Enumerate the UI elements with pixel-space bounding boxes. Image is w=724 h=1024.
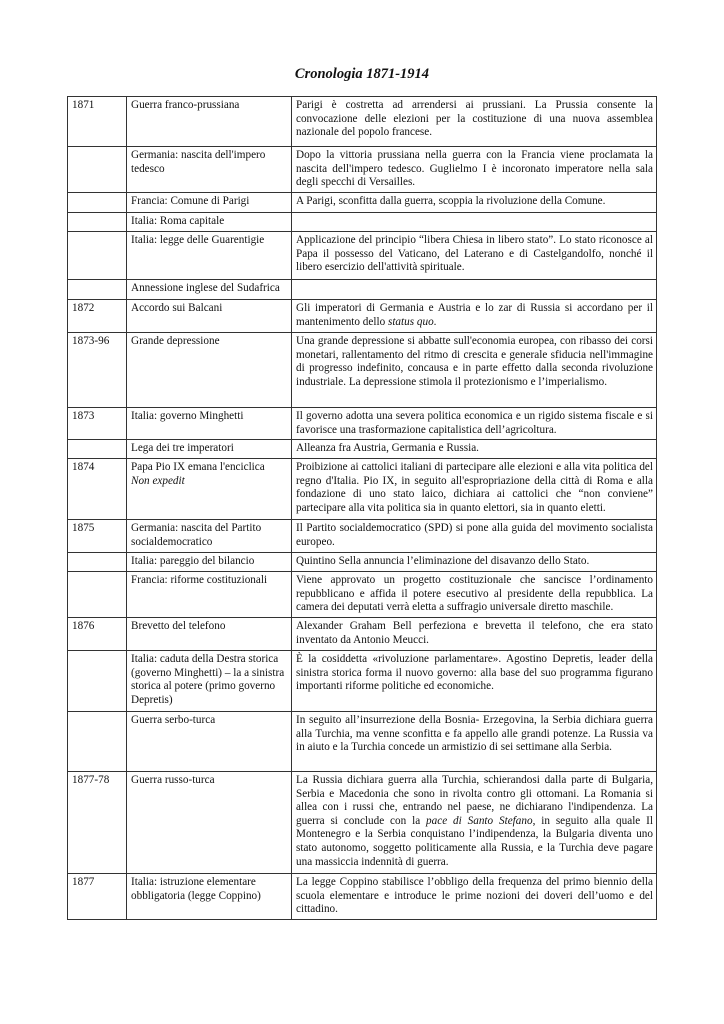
- description-cell: La legge Coppino stabilisce l’obbligo della frequenza del primo biennio della scuola elementare e introduce le prime nozioni dei doveri dell’uomo e del cittadino.: [292, 874, 657, 920]
- year-cell: [68, 213, 127, 232]
- event-cell: Italia: pareggio del bilancio: [127, 553, 292, 572]
- table-row: [68, 520, 657, 553]
- chronology-table: [67, 96, 657, 920]
- year-cell: 1872: [68, 300, 127, 333]
- table-row: [68, 553, 657, 572]
- event-cell: Germania: nascita del Partito socialdemocratico: [127, 520, 292, 553]
- event-cell: Italia: Roma capitale: [127, 213, 292, 232]
- description-cell: Applicazione del principio “libera Chiesa in libero stato”. Lo stato riconosce al Papa il possesso del Vaticano, del Laterano e di Castelgandolfo, nonché il libero esercizio dell'attività spirituale.: [292, 232, 657, 280]
- table-row: [68, 333, 657, 408]
- year-cell: [68, 232, 127, 280]
- year-cell: [68, 193, 127, 213]
- description-text: La Russia dichiara guerra alla Turchia, schierandosi dalla parte di Bulgaria, Serbia e Macedonia che sono in rivolta contro gli ottomani. La Romania si allea con i russi che, entrando nel paese, ne dichiarano l'indipendenza. La guerra si conclude con la: [296, 774, 653, 827]
- event-cell: Grande depressione: [127, 333, 292, 408]
- event-cell: Italia: caduta della Destra storica (governo Minghetti) – la a sinistra storica al potere (primo governo Depretis): [127, 651, 292, 712]
- table-row: [68, 459, 657, 520]
- event-cell: Italia: legge delle Guarentigie: [127, 232, 292, 280]
- year-cell: 1877: [68, 874, 127, 920]
- event-text: Papa Pio IX emana l'enciclica: [131, 461, 265, 473]
- table-row: [68, 440, 657, 459]
- description-cell: [292, 280, 657, 300]
- description-cell: [292, 213, 657, 232]
- table-row: [68, 712, 657, 772]
- description-cell: Proibizione ai cattolici italiani di partecipare alle elezioni e alla vita politica del regno d'Italia. Pio IX, in seguito all'espropriazione della città di Roma e alla fondazione di uno stato laico, dichiara ai cattolici che “non conviene” partecipare alla vita politica sia in quanto elettori, sia in quanto eletti.: [292, 459, 657, 520]
- event-cell: Brevetto del telefono: [127, 618, 292, 651]
- table-row: [68, 147, 657, 193]
- event-cell: Guerra russo-turca: [127, 772, 292, 874]
- year-cell: 1873-96: [68, 333, 127, 408]
- event-cell: Italia: governo Minghetti: [127, 408, 292, 440]
- year-cell: 1871: [68, 97, 127, 147]
- description-cell: Il Partito socialdemocratico (SPD) si pone alla guida del movimento socialista europeo.: [292, 520, 657, 553]
- table-row: [68, 651, 657, 712]
- description-cell: Parigi è costretta ad arrendersi ai prussiani. La Prussia consente la convocazione delle elezioni per la costituzione di una nuova assemblea nazionale del popolo francese.: [292, 97, 657, 147]
- table-row: [68, 213, 657, 232]
- description-cell: Quintino Sella annuncia l’eliminazione del disavanzo dello Stato.: [292, 553, 657, 572]
- description-text: .: [433, 315, 437, 328]
- table-row: [68, 572, 657, 618]
- event-cell: [127, 459, 292, 520]
- description-italic: status quo: [387, 315, 434, 328]
- table-row: [68, 193, 657, 213]
- event-cell: Guerra franco-prussiana: [127, 97, 292, 147]
- event-cell: Lega dei tre imperatori: [127, 440, 292, 459]
- year-cell: [68, 440, 127, 459]
- year-cell: [68, 712, 127, 772]
- description-cell: [292, 772, 657, 874]
- table-row: [68, 280, 657, 300]
- page-title: Cronologia 1871-1914: [294, 66, 430, 82]
- description-cell: Alexander Graham Bell perfeziona e brevetta il telefono, che era stato inventato da Antonio Meucci.: [292, 618, 657, 651]
- description-cell: È la cosiddetta «rivoluzione parlamentare». Agostino Depretis, leader della sinistra storica forma il nuovo governo: alla base del suo programma figurano importanti riforme politiche ed economiche.: [292, 651, 657, 712]
- year-cell: [68, 651, 127, 712]
- description-cell: [292, 300, 657, 333]
- event-cell: Annessione inglese del Sudafrica: [127, 280, 292, 300]
- table-row: [68, 408, 657, 440]
- event-cell: Guerra serbo-turca: [127, 712, 292, 772]
- year-cell: 1874: [68, 459, 127, 520]
- event-cell: Francia: riforme costituzionali: [127, 572, 292, 618]
- description-cell: A Parigi, sconfitta dalla guerra, scoppia la rivoluzione della Comune.: [292, 193, 657, 213]
- event-cell: Accordo sui Balcani: [127, 300, 292, 333]
- year-cell: [68, 147, 127, 193]
- event-cell: Francia: Comune di Parigi: [127, 193, 292, 213]
- description-text: Gli imperatori di Germania e Austria e lo zar di Russia si accordano per il mantenimento dello: [296, 302, 653, 328]
- year-cell: 1876: [68, 618, 127, 651]
- description-cell: Viene approvato un progetto costituzionale che sancisce l’ordinamento repubblicano e affida il potere esecutivo al presidente della repubblica. La camera dei deputati verrà eletta a suffragio universale diretto maschile.: [292, 572, 657, 618]
- year-cell: 1873: [68, 408, 127, 440]
- event-italic: Non expedit: [131, 474, 185, 487]
- description-italic: pace di Santo Stefano: [426, 814, 533, 827]
- description-cell: Una grande depressione si abbatte sull'economia europea, con ribasso dei corsi monetari, rallentamento del ritmo di crescita e generale sfiducia nell'immagine di progresso indefinito, concausa e in parte effetto dalla seconda rivoluzione industriale. La depressione stimola il protezionismo e l’imperialismo.: [292, 333, 657, 408]
- description-text: , in seguito alla quale Il Montenegro e la Serbia conquistano l’indipendenza, la Bulgaria diventa uno stato autonomo, soggetto politicamente alla Russia, e la Turchia deve pagare una massiccia indennità di guerra.: [296, 814, 653, 868]
- year-cell: [68, 553, 127, 572]
- description-cell: Alleanza fra Austria, Germania e Russia.: [292, 440, 657, 459]
- description-cell: In seguito all’insurrezione della Bosnia- Erzegovina, la Serbia dichiara guerra alla Turchia, ma venne sconfitta e fa appello alle grandi potenze. La Russia va in aiuto e la Turchia concede un armistizio di sei settimane alla Serbia.: [292, 712, 657, 772]
- event-cell: Germania: nascita dell'impero tedesco: [127, 147, 292, 193]
- description-cell: Il governo adotta una severa politica economica e un rigido sistema fiscale e si favorisce una trasformazione capitalistica dell’agricoltura.: [292, 408, 657, 440]
- year-cell: 1875: [68, 520, 127, 553]
- year-cell: [68, 572, 127, 618]
- table-row: [68, 232, 657, 280]
- description-cell: Dopo la vittoria prussiana nella guerra con la Francia viene proclamata la nascita dell'impero tedesco. Guglielmo I è incoronato imperatore nella sala degli specchi di Versailles.: [292, 147, 657, 193]
- event-cell: Italia: istruzione elementare obbligatoria (legge Coppino): [127, 874, 292, 920]
- table-row: [68, 97, 657, 147]
- year-cell: [68, 280, 127, 300]
- table-row: [68, 772, 657, 874]
- table-row: [68, 618, 657, 651]
- table-row: [68, 874, 657, 920]
- table-row: [68, 300, 657, 333]
- year-cell: 1877-78: [68, 772, 127, 874]
